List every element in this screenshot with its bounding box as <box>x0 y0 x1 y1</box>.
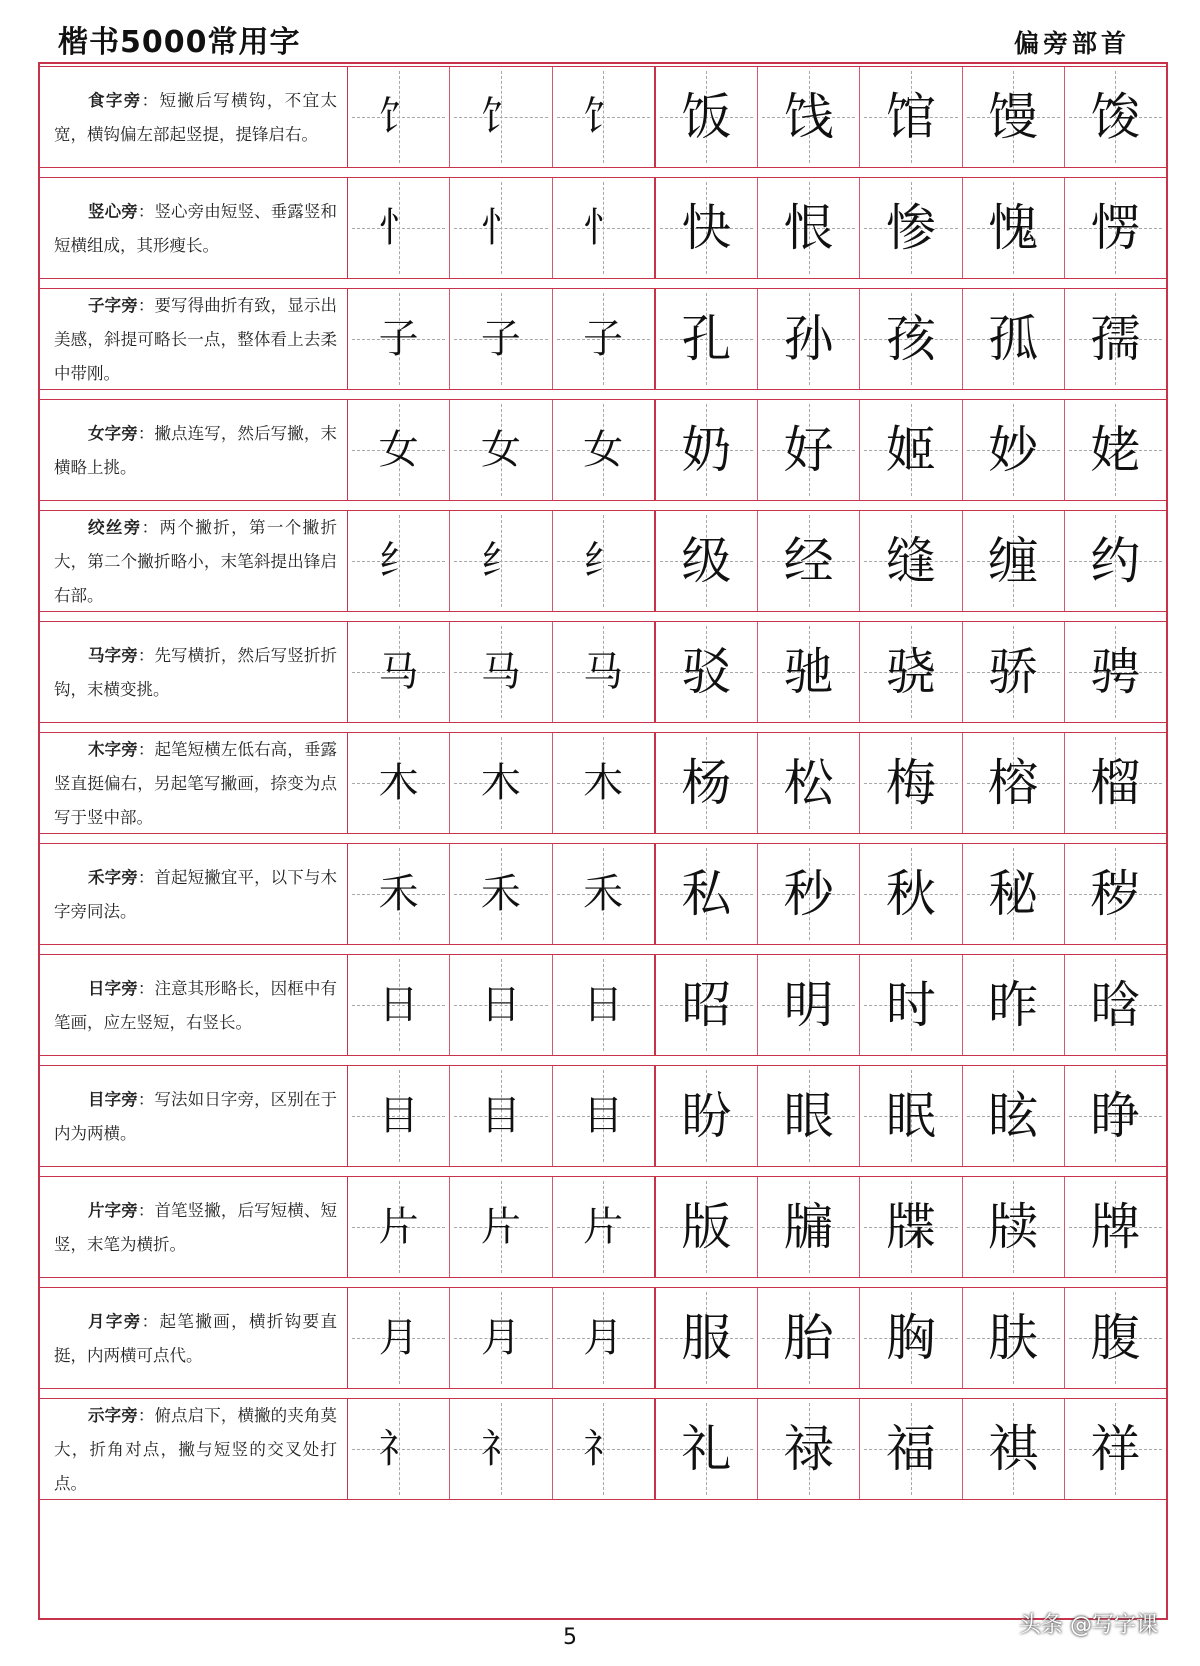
character-cell <box>656 733 758 833</box>
example-character: 孤 <box>988 310 1039 368</box>
radical-name: 示字旁 <box>88 1406 138 1425</box>
radical-practice-cell <box>450 400 552 500</box>
example-character: 晗 <box>1090 976 1141 1034</box>
example-character: 孔 <box>681 310 732 368</box>
example-character: 恨 <box>783 199 834 257</box>
character-grid <box>348 622 1166 722</box>
radical-practice-cell <box>348 1288 450 1388</box>
radical-rule: 先写横折，然后写竖折折钩，末横变挑。 <box>54 646 338 699</box>
radical-row <box>40 843 1166 945</box>
radical-practice-cell <box>450 178 552 278</box>
example-character: 禄 <box>783 1420 834 1478</box>
character-cell <box>758 1399 860 1499</box>
character-grid <box>348 400 1166 500</box>
radical-practice-cell <box>450 289 552 389</box>
radical-glyph: 女 <box>583 427 624 473</box>
character-cell <box>656 622 758 722</box>
description-text: 食字旁：短撇后写横钩，不宜太宽，横钩偏左部起竖提，提锋启右。 <box>54 91 338 144</box>
radical-practice-cell <box>450 1288 552 1388</box>
description-text: 禾字旁：首起短撇宜平，以下与木字旁同法。 <box>54 868 338 921</box>
radical-practice-cell <box>553 1177 656 1277</box>
character-cell <box>758 1066 860 1166</box>
character-cell <box>1065 67 1166 167</box>
radical-glyph: 子 <box>583 316 624 362</box>
radical-practice-cell <box>450 1399 552 1499</box>
radical-glyph: 日 <box>583 982 624 1028</box>
character-cell <box>656 1399 758 1499</box>
radical-glyph: 忄 <box>480 205 521 251</box>
example-character: 明 <box>783 976 834 1034</box>
example-character: 孙 <box>783 310 834 368</box>
example-character: 级 <box>681 532 732 590</box>
radical-rule: 短撇后写横钩，不宜太宽，横钩偏左部起竖提，提锋启右。 <box>54 91 338 144</box>
character-cell <box>758 955 860 1055</box>
radical-practice-cell <box>553 400 656 500</box>
example-character: 胎 <box>783 1309 834 1367</box>
radical-name: 子字旁 <box>88 296 138 315</box>
radical-row <box>40 732 1166 834</box>
radical-glyph: 片 <box>583 1204 624 1250</box>
radical-rule: 起笔撇画，横折钩要直挺，内两横可点代。 <box>54 1312 338 1365</box>
example-character: 牖 <box>783 1198 834 1256</box>
radical-glyph: 饣 <box>378 94 419 140</box>
character-cell <box>860 1066 962 1166</box>
radical-glyph: 纟 <box>583 538 624 584</box>
radical-practice-cell <box>553 289 656 389</box>
example-character: 骄 <box>988 643 1039 701</box>
description-text: 竖心旁：竖心旁由短竖、垂露竖和短横组成，其形瘦长。 <box>54 202 338 255</box>
radical-glyph: 月 <box>378 1315 419 1361</box>
character-cell <box>758 400 860 500</box>
character-cell <box>963 67 1065 167</box>
radical-row <box>40 510 1166 612</box>
character-cell <box>758 1177 860 1277</box>
character-cell <box>758 733 860 833</box>
radical-glyph: 禾 <box>583 871 624 917</box>
radical-glyph: 马 <box>583 649 624 695</box>
example-character: 约 <box>1090 532 1141 590</box>
radical-practice-cell <box>348 1399 450 1499</box>
radical-glyph: 木 <box>378 760 419 806</box>
character-cell <box>860 844 962 944</box>
radical-description <box>40 1288 348 1388</box>
radical-glyph: 子 <box>378 316 419 362</box>
example-character: 昨 <box>988 976 1039 1034</box>
radical-glyph: 女 <box>378 427 419 473</box>
radical-glyph: 纟 <box>378 538 419 584</box>
character-cell <box>963 955 1065 1055</box>
description-text: 月字旁：起笔撇画，横折钩要直挺，内两横可点代。 <box>54 1312 338 1365</box>
description-text: 女字旁：撇点连写，然后写撇，末横略上挑。 <box>54 424 338 477</box>
example-character: 好 <box>783 421 834 479</box>
radical-name: 马字旁 <box>88 646 138 665</box>
character-grid <box>348 178 1166 278</box>
example-character: 驰 <box>783 643 834 701</box>
radical-glyph: 木 <box>583 760 624 806</box>
character-cell <box>1065 1399 1166 1499</box>
character-grid <box>348 1399 1166 1499</box>
example-character: 牍 <box>988 1198 1039 1256</box>
example-character: 缠 <box>988 532 1039 590</box>
character-cell <box>963 1399 1065 1499</box>
radical-glyph: 女 <box>480 427 521 473</box>
example-character: 秒 <box>783 865 834 923</box>
example-character: 祺 <box>988 1420 1039 1478</box>
character-cell <box>963 733 1065 833</box>
example-character: 松 <box>783 754 834 812</box>
radical-name: 绞丝旁 <box>88 518 142 537</box>
example-character: 缝 <box>885 532 936 590</box>
example-character: 昭 <box>681 976 732 1034</box>
description-text: 绞丝旁：两个撇折，第一个撇折大，第二个撇折略小，末笔斜提出锋启右部。 <box>54 518 338 605</box>
radical-rule: 竖心旁由短竖、垂露竖和短横组成，其形瘦长。 <box>54 202 338 255</box>
radical-practice-cell <box>348 1177 450 1277</box>
character-cell <box>656 178 758 278</box>
character-cell <box>1065 733 1166 833</box>
radical-practice-cell <box>450 844 552 944</box>
character-cell <box>758 1288 860 1388</box>
radical-rule: 首笔竖撇，后写短横、短竖，末笔为横折。 <box>54 1201 338 1254</box>
character-cell <box>963 400 1065 500</box>
character-cell <box>1065 289 1166 389</box>
character-cell <box>963 289 1065 389</box>
character-cell <box>860 1399 962 1499</box>
example-character: 快 <box>681 199 732 257</box>
radical-description <box>40 1399 348 1499</box>
example-character: 牌 <box>1090 1198 1141 1256</box>
radical-glyph: 目 <box>583 1093 624 1139</box>
description-text: 示字旁：俯点启下，横撇的夹角莫大，折角对点，撇与短竖的交叉处打点。 <box>54 1406 338 1493</box>
description-text: 子字旁：要写得曲折有致，显示出美感，斜提可略长一点，整体看上去柔中带刚。 <box>54 296 338 383</box>
radical-name: 女字旁 <box>88 424 138 443</box>
character-cell <box>860 733 962 833</box>
example-character: 惨 <box>885 199 936 257</box>
radical-practice-cell <box>553 844 656 944</box>
example-character: 杨 <box>681 754 732 812</box>
radical-description <box>40 955 348 1055</box>
example-character: 愣 <box>1090 199 1141 257</box>
radical-description <box>40 400 348 500</box>
radical-practice-cell <box>450 955 552 1055</box>
radical-rule: 撇点连写，然后写撇，末横略上挑。 <box>54 424 338 477</box>
radical-practice-cell <box>450 67 552 167</box>
radical-name: 月字旁 <box>88 1312 142 1331</box>
example-character: 服 <box>681 1309 732 1367</box>
radical-practice-cell <box>348 511 450 611</box>
radical-practice-cell <box>553 733 656 833</box>
character-cell <box>860 622 962 722</box>
character-grid <box>348 955 1166 1055</box>
description-text: 片字旁：首笔竖撇，后写短横、短竖，末笔为横折。 <box>54 1201 338 1254</box>
radical-glyph: 目 <box>480 1093 521 1139</box>
radical-practice-cell <box>450 733 552 833</box>
example-character: 愧 <box>988 199 1039 257</box>
example-character: 私 <box>681 865 732 923</box>
example-character: 奶 <box>681 421 732 479</box>
radical-row <box>40 1065 1166 1167</box>
radical-practice-cell <box>553 1066 656 1166</box>
example-character: 馂 <box>1090 88 1141 146</box>
radical-row <box>40 288 1166 390</box>
character-cell <box>860 67 962 167</box>
character-grid <box>348 1066 1166 1166</box>
example-character: 榕 <box>988 754 1039 812</box>
radical-practice-cell <box>450 1066 552 1166</box>
example-character: 姥 <box>1090 421 1141 479</box>
example-character: 胸 <box>885 1309 936 1367</box>
radical-practice-cell <box>348 67 450 167</box>
example-character: 秋 <box>885 865 936 923</box>
example-character: 饭 <box>681 88 732 146</box>
radical-row <box>40 1287 1166 1389</box>
radical-description <box>40 1177 348 1277</box>
character-cell <box>656 511 758 611</box>
radical-practice-cell <box>348 400 450 500</box>
radical-glyph: 日 <box>378 982 419 1028</box>
radical-description <box>40 511 348 611</box>
character-cell <box>758 289 860 389</box>
radical-name: 日字旁 <box>88 979 138 998</box>
radical-glyph: 月 <box>583 1315 624 1361</box>
radical-name: 目字旁 <box>88 1090 138 1109</box>
radical-glyph: 木 <box>480 760 521 806</box>
radical-description <box>40 178 348 278</box>
example-character: 孩 <box>885 310 936 368</box>
example-character: 梅 <box>885 754 936 812</box>
character-cell <box>963 178 1065 278</box>
character-grid <box>348 67 1166 167</box>
character-cell <box>656 955 758 1055</box>
character-grid <box>348 511 1166 611</box>
radical-rule: 要写得曲折有致，显示出美感，斜提可略长一点，整体看上去柔中带刚。 <box>54 296 338 383</box>
example-character: 秘 <box>988 865 1039 923</box>
radical-description <box>40 1066 348 1166</box>
character-cell <box>656 67 758 167</box>
example-character: 骁 <box>885 643 936 701</box>
radical-practice-cell <box>450 622 552 722</box>
radical-description <box>40 67 348 167</box>
character-cell <box>963 1177 1065 1277</box>
radical-description <box>40 289 348 389</box>
radical-practice-cell <box>450 511 552 611</box>
character-cell <box>1065 844 1166 944</box>
watermark: 头条 @写字课 <box>1019 1613 1158 1638</box>
radical-practice-cell <box>450 1177 552 1277</box>
character-cell <box>656 1177 758 1277</box>
example-character: 馆 <box>885 88 936 146</box>
example-character: 肤 <box>988 1309 1039 1367</box>
character-cell <box>656 1288 758 1388</box>
example-character: 孺 <box>1090 310 1141 368</box>
radical-glyph: 饣 <box>583 94 624 140</box>
description-text: 马字旁：先写横折，然后写竖折折钩，末横变挑。 <box>54 646 338 699</box>
radical-row <box>40 1398 1166 1500</box>
character-cell <box>963 1066 1065 1166</box>
example-character: 祥 <box>1090 1420 1141 1478</box>
character-cell <box>1065 511 1166 611</box>
description-text: 木字旁：起笔短横左低右高，垂露竖直挺偏右，另起笔写撇画，捺变为点写于竖中部。 <box>54 740 338 827</box>
example-character: 时 <box>885 976 936 1034</box>
radical-rule: 两个撇折，第一个撇折大，第二个撇折略小，末笔斜提出锋启右部。 <box>54 518 338 605</box>
character-cell <box>1065 178 1166 278</box>
radical-practice-cell <box>553 511 656 611</box>
character-cell <box>758 622 860 722</box>
example-character: 骋 <box>1090 643 1141 701</box>
example-character: 睁 <box>1090 1087 1141 1145</box>
example-character: 经 <box>783 532 834 590</box>
radical-name: 禾字旁 <box>88 868 138 887</box>
radical-row <box>40 66 1166 168</box>
radical-glyph: 礻 <box>378 1426 419 1472</box>
section-title: 偏旁部首 <box>1013 29 1130 58</box>
radical-name: 木字旁 <box>88 740 138 759</box>
radical-practice-cell <box>348 622 450 722</box>
radical-glyph: 马 <box>378 649 419 695</box>
example-character: 榴 <box>1090 754 1141 812</box>
radical-glyph: 片 <box>378 1204 419 1250</box>
character-grid <box>348 844 1166 944</box>
example-character: 福 <box>885 1420 936 1478</box>
radical-practice-cell <box>553 67 656 167</box>
character-cell <box>656 400 758 500</box>
example-character: 眠 <box>885 1087 936 1145</box>
radical-glyph: 禾 <box>378 871 419 917</box>
character-cell <box>963 622 1065 722</box>
radical-glyph: 马 <box>480 649 521 695</box>
character-cell <box>860 1177 962 1277</box>
character-grid <box>348 289 1166 389</box>
radical-glyph: 日 <box>480 982 521 1028</box>
character-cell <box>758 178 860 278</box>
description-text: 日字旁：注意其形略长，因框中有笔画，应左竖短，右竖长。 <box>54 979 338 1032</box>
example-character: 腹 <box>1090 1309 1141 1367</box>
radical-description <box>40 733 348 833</box>
character-grid <box>348 1177 1166 1277</box>
character-cell <box>1065 400 1166 500</box>
character-cell <box>963 844 1065 944</box>
radical-rule: 写法如日字旁，区别在于内为两横。 <box>54 1090 338 1143</box>
character-cell <box>1065 1066 1166 1166</box>
radical-practice-cell <box>553 1399 656 1499</box>
character-grid <box>348 733 1166 833</box>
radical-name: 竖心旁 <box>88 202 138 221</box>
radical-description <box>40 622 348 722</box>
radical-name: 食字旁 <box>88 91 142 110</box>
character-cell <box>1065 1288 1166 1388</box>
character-cell <box>860 511 962 611</box>
radical-practice-cell <box>348 844 450 944</box>
practice-sheet <box>38 62 1168 1620</box>
radical-glyph: 忄 <box>583 205 624 251</box>
radical-glyph: 片 <box>480 1204 521 1250</box>
example-character: 驳 <box>681 643 732 701</box>
radical-glyph: 禾 <box>480 871 521 917</box>
radical-rule: 起笔短横左低右高，垂露竖直挺偏右，另起笔写撇画，捺变为点写于竖中部。 <box>54 740 338 827</box>
example-character: 秽 <box>1090 865 1141 923</box>
radical-practice-cell <box>348 1066 450 1166</box>
radical-glyph: 礻 <box>583 1426 624 1472</box>
character-cell <box>1065 622 1166 722</box>
radical-glyph: 子 <box>480 316 521 362</box>
radical-practice-cell <box>348 955 450 1055</box>
character-cell <box>1065 1177 1166 1277</box>
radical-glyph: 月 <box>480 1315 521 1361</box>
description-text: 目字旁：写法如日字旁，区别在于内为两横。 <box>54 1090 338 1143</box>
radical-glyph: 目 <box>378 1093 419 1139</box>
radical-practice-cell <box>553 955 656 1055</box>
radical-row <box>40 399 1166 501</box>
character-cell <box>656 844 758 944</box>
radical-practice-cell <box>553 622 656 722</box>
character-cell <box>860 178 962 278</box>
radical-practice-cell <box>348 178 450 278</box>
radical-rule: 俯点启下，横撇的夹角莫大，折角对点，撇与短竖的交叉处打点。 <box>54 1406 338 1493</box>
character-cell <box>758 67 860 167</box>
radical-practice-cell <box>348 289 450 389</box>
radical-row <box>40 954 1166 1056</box>
example-character: 礼 <box>681 1420 732 1478</box>
radical-glyph: 饣 <box>480 94 521 140</box>
radical-name: 片字旁 <box>88 1201 138 1220</box>
radical-row <box>40 621 1166 723</box>
example-character: 妙 <box>988 421 1039 479</box>
radical-practice-cell <box>553 1288 656 1388</box>
book-title: 楷书5000常用字 <box>58 25 301 60</box>
character-cell <box>758 844 860 944</box>
radical-practice-cell <box>348 733 450 833</box>
radical-row <box>40 1176 1166 1278</box>
radical-glyph: 纟 <box>480 538 521 584</box>
character-cell <box>656 1066 758 1166</box>
character-cell <box>758 511 860 611</box>
radical-practice-cell <box>553 178 656 278</box>
example-character: 眩 <box>988 1087 1039 1145</box>
example-character: 牒 <box>885 1198 936 1256</box>
radical-rule: 注意其形略长，因框中有笔画，应左竖短，右竖长。 <box>54 979 338 1032</box>
character-cell <box>1065 955 1166 1055</box>
character-cell <box>860 955 962 1055</box>
character-cell <box>963 511 1065 611</box>
example-character: 眼 <box>783 1087 834 1145</box>
radical-description <box>40 844 348 944</box>
example-character: 馒 <box>988 88 1039 146</box>
character-cell <box>860 1288 962 1388</box>
character-cell <box>860 400 962 500</box>
radical-glyph: 礻 <box>480 1426 521 1472</box>
page-number: 5 <box>563 1625 577 1650</box>
character-grid <box>348 1288 1166 1388</box>
example-character: 饯 <box>783 88 834 146</box>
example-character: 版 <box>681 1198 732 1256</box>
example-character: 姬 <box>885 421 936 479</box>
character-cell <box>860 289 962 389</box>
radical-rule: 首起短撇宜平，以下与木字旁同法。 <box>54 868 338 921</box>
radical-row <box>40 177 1166 279</box>
example-character: 盼 <box>681 1087 732 1145</box>
radical-glyph: 忄 <box>378 205 419 251</box>
character-cell <box>656 289 758 389</box>
character-cell <box>963 1288 1065 1388</box>
